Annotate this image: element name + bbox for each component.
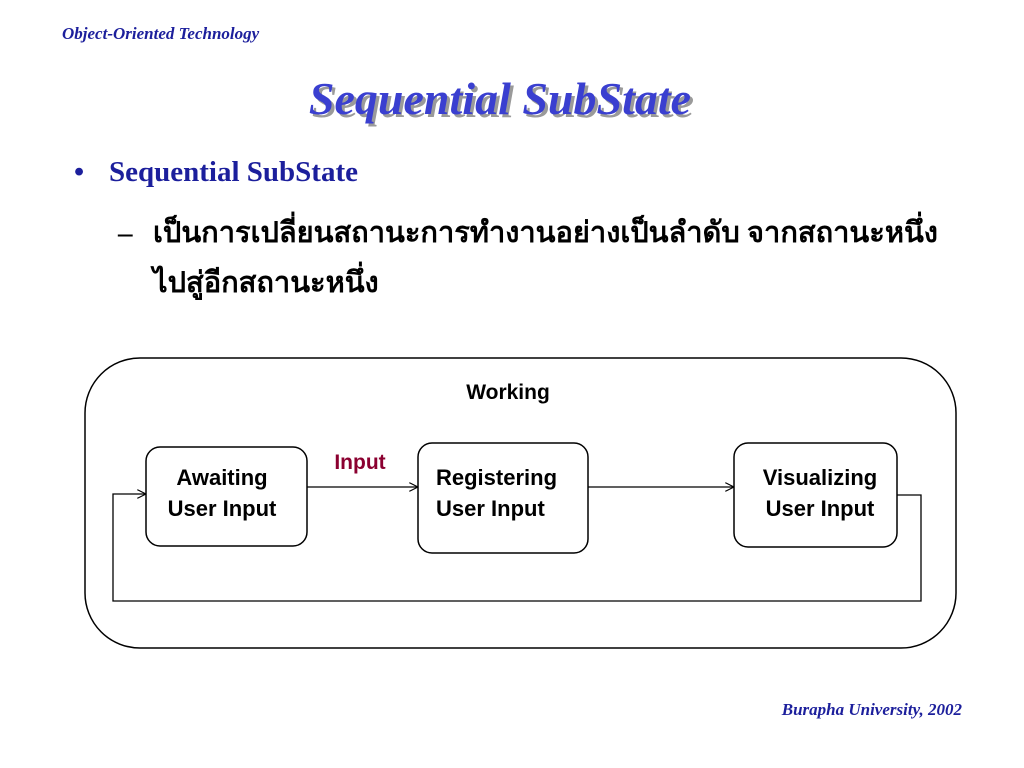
state-visualizing-line1: Visualizing — [762, 465, 878, 490]
state-visualizing-user-input — [734, 443, 897, 547]
state-visualizing-line2: User Input — [765, 496, 875, 521]
state-registering-line2: User Input — [436, 496, 545, 521]
state-awaiting-line2: User Input — [167, 496, 277, 521]
slide-title: Sequential SubState — [308, 73, 692, 124]
sub-bullet-text: เป็นการเปลี่ยนสถานะการทำงานอย่างเป็นลำดับ จากสถานะหนึ่งไปสู่อีกสถานะหนึ่ง — [153, 217, 938, 299]
sub-bullet-dash: – — [118, 217, 133, 249]
state-registering-line1: Registering — [436, 465, 558, 490]
course-header: Object-Oriented Technology — [62, 24, 260, 43]
composite-state-label: Working — [466, 381, 550, 404]
bullet-dot: • — [74, 156, 85, 188]
state-awaiting-line1: Awaiting — [176, 465, 268, 490]
transition-input-label: Input — [334, 451, 386, 474]
footer-credit: Burapha University, 2002 — [781, 700, 962, 719]
bullet-text: Sequential SubState — [109, 156, 358, 188]
